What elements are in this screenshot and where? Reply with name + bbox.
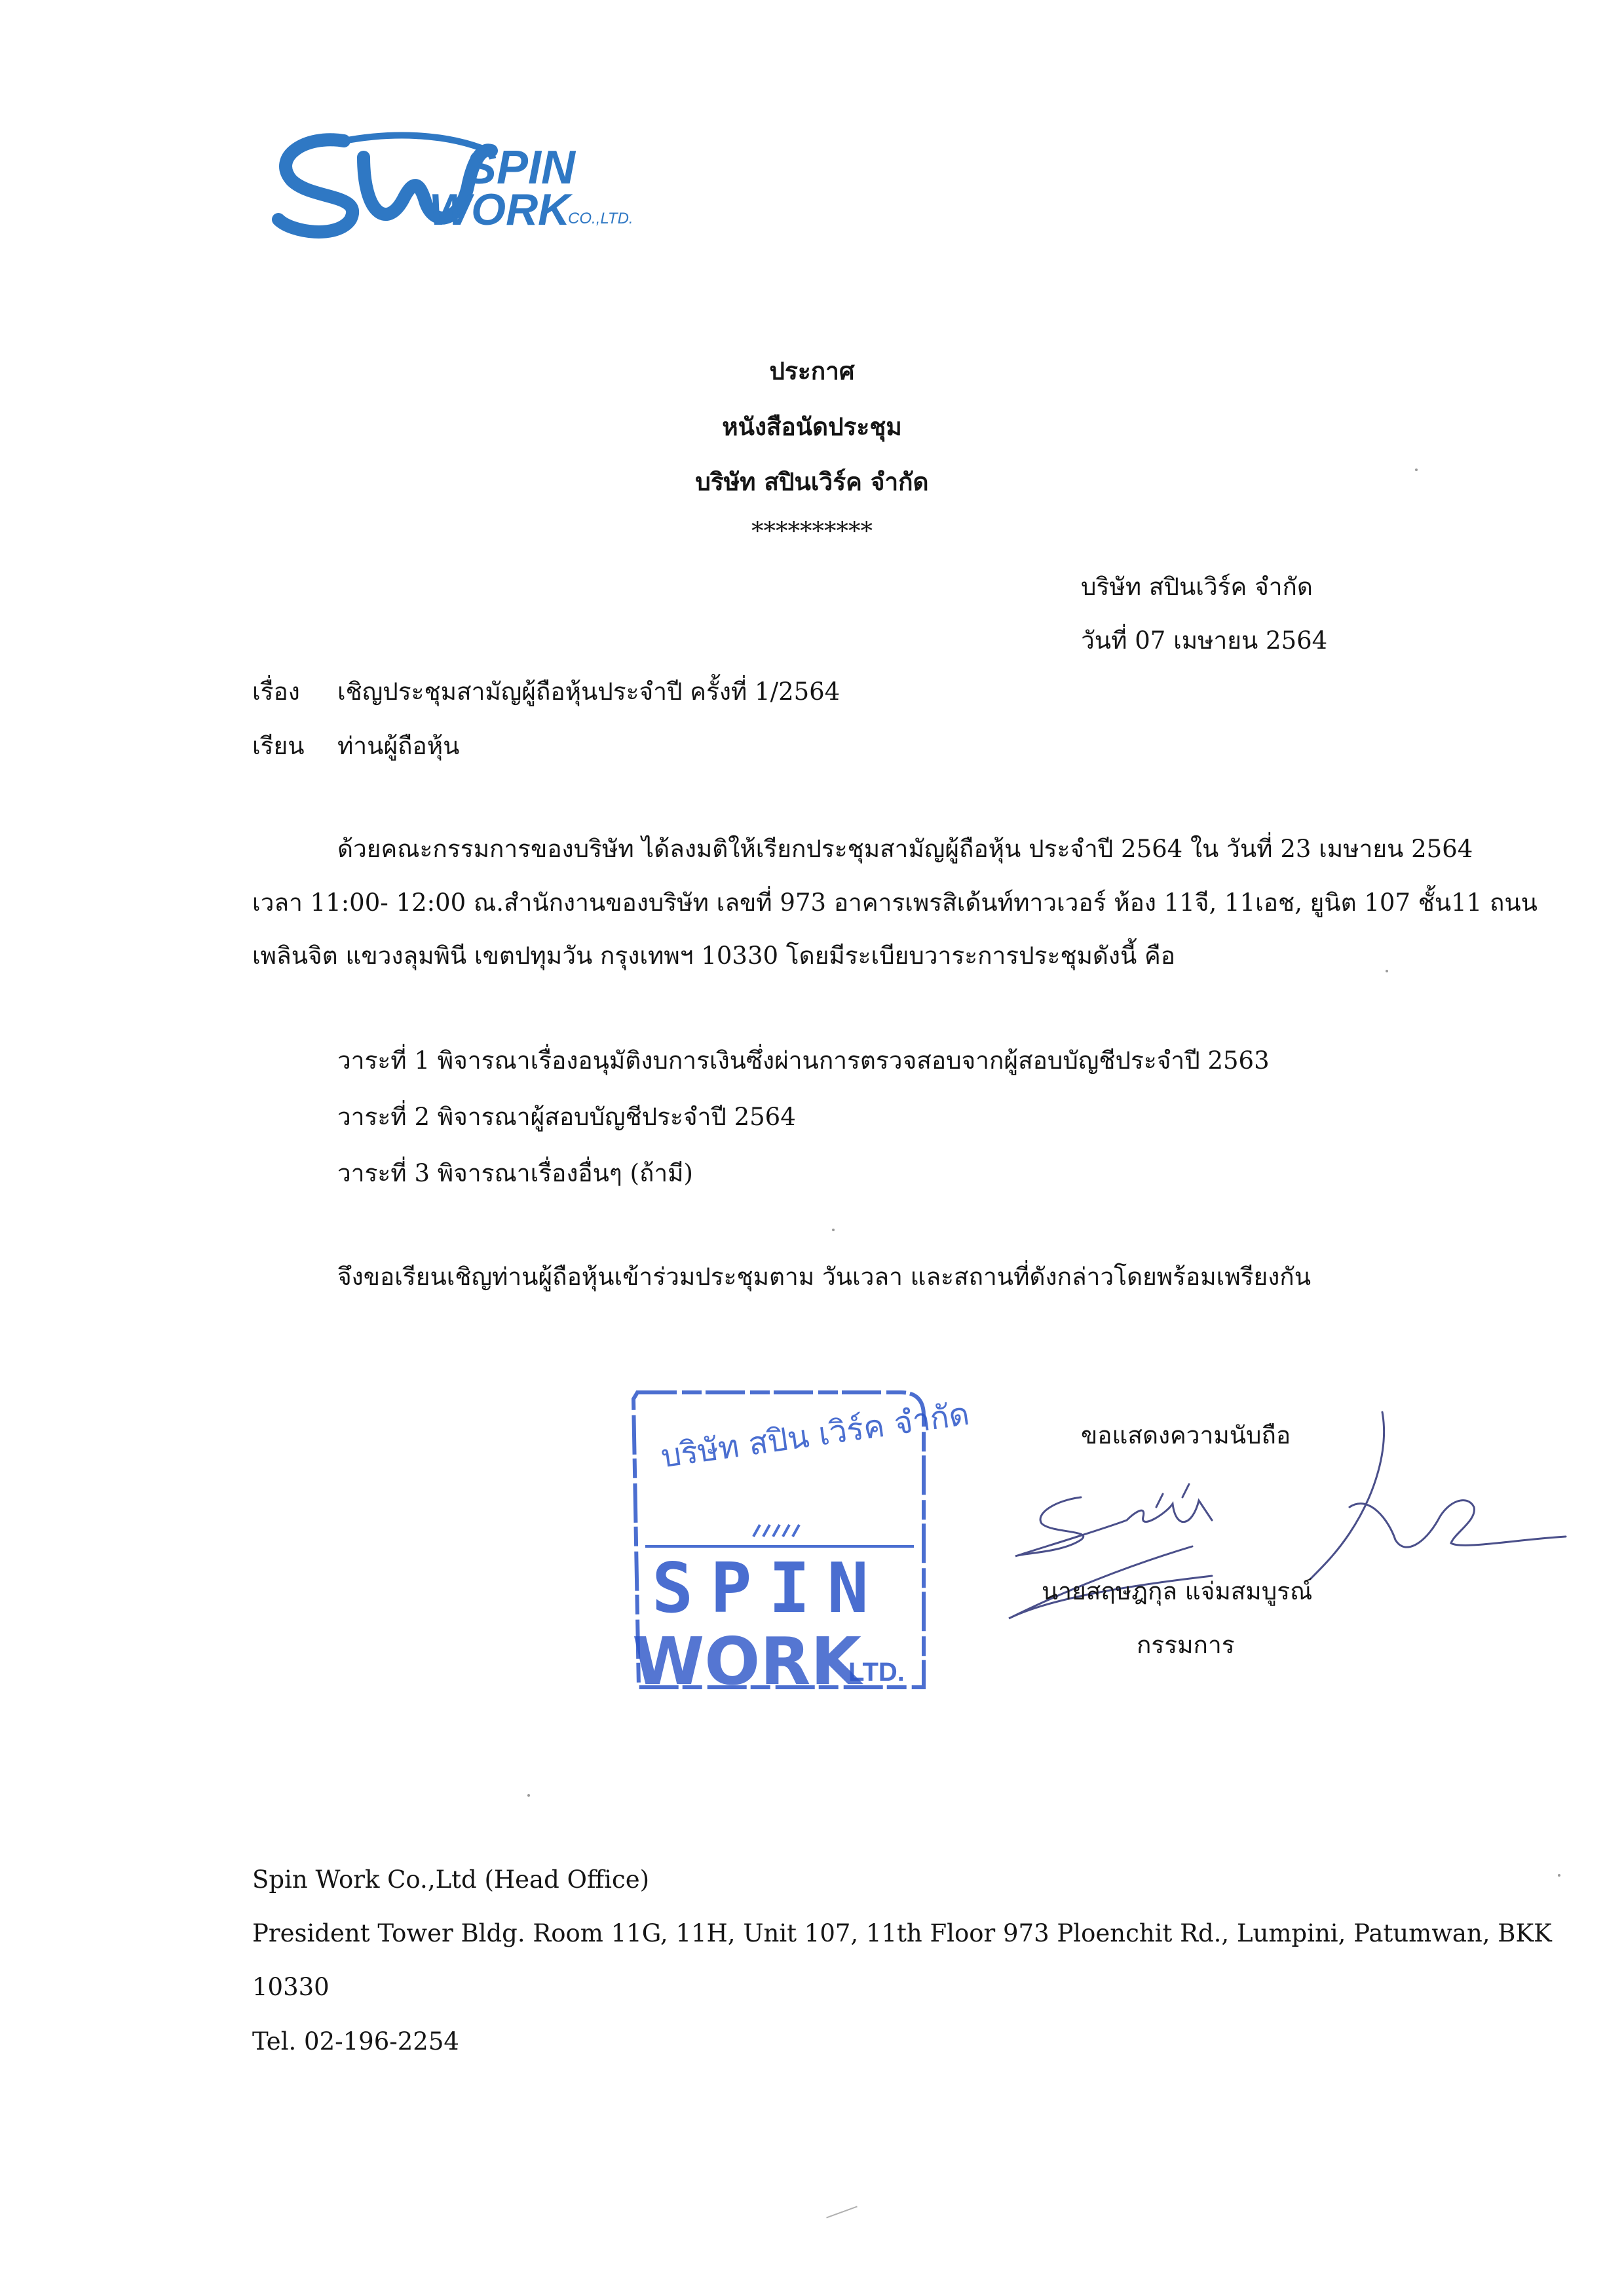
scan-speck (1386, 970, 1388, 972)
company-stamp (626, 1379, 972, 1700)
svg-text:SPIN: SPIN (465, 142, 576, 194)
scan-speck (527, 1794, 530, 1797)
recipient-label: เรียน (252, 732, 305, 760)
closing-text: จึงขอเรียนเชิญท่านผู้ถือหุ้นเข้าร่วมประชุมตาม วันเวลา และสถานที่ดังกล่าวโดยพร้อมเพรียงกัน (337, 1263, 1311, 1291)
subject-label: เรื่อง (252, 678, 300, 706)
scan-speck (1558, 1874, 1560, 1877)
signature-scribble-2 (1297, 1409, 1572, 1592)
svg-text:บริษัท สปิน เวิร์ค จำกัด: บริษัท สปิน เวิร์ค จำกัด (658, 1395, 972, 1476)
regards-text: ขอแสดงความนับถือ (1081, 1421, 1291, 1449)
body-line-3: เพลินจิต แขวงลุมพินี เขตปทุมวัน กรุงเทพฯ 10330 โดยมีระเบียบวาระการประชุมดังนี้ คือ (252, 942, 1176, 970)
signatory-name: นายสฤษฎกุล แจ่มสมบูรณ์ (1042, 1577, 1313, 1605)
footer-address: President Tower Bldg. Room 11G, 11H, Unit 107, 11th Floor 973 Ploenchit Rd., Lumpini, Patumwan, BKK (252, 1919, 1552, 1947)
body-line-2: เวลา 11:00- 12:00 ณ.สำนักงานของบริษัท เลขที่ 973 อาคารเพรสิเด้นท์ทาวเวอร์ ห้อง 11จี, 11เอช, ยูนิต 107 ชั้น11 ถนน (252, 889, 1538, 917)
scan-speck (832, 1229, 835, 1231)
spin-work-logo-icon (265, 121, 658, 242)
handwritten-signature-icon (1297, 1409, 1572, 1592)
svg-text:SPIN: SPIN (652, 1548, 886, 1628)
letter-date: วันที่ 07 เมษายน 2564 (1081, 626, 1328, 655)
subject-text: เชิญประชุมสามัญผู้ถือหุ้นประจำปี ครั้งที่ 1/2564 (337, 678, 840, 706)
meeting-notice-heading: หนังสือนัดประชุม (722, 412, 902, 441)
agenda-item-3: วาระที่ 3 พิจารณาเรื่องอื่นๆ (ถ้ามี) (337, 1159, 693, 1187)
svg-text:LTD.: LTD. (848, 1658, 905, 1687)
agenda-item-2: วาระที่ 2 พิจารณาผู้สอบบัญชีประจำปี 2564 (337, 1103, 796, 1131)
body-line-1: ด้วยคณะกรรมการของบริษัท ได้ลงมติให้เรียกประชุมสามัญผู้ถือหุ้น ประจำปี 2564 ใน วันที่ 23 เมษายน 2564 (337, 835, 1473, 863)
scan-speck (1415, 469, 1418, 471)
sender-company: บริษัท สปินเวิร์ค จำกัด (1081, 573, 1313, 601)
svg-text:WORK: WORK (632, 1623, 861, 1700)
footer-company: Spin Work Co.,Ltd (Head Office) (252, 1866, 650, 1894)
company-logo (265, 121, 658, 242)
company-heading: บริษัท สปินเวิร์ค จำกัด (695, 467, 929, 496)
scan-mark (826, 2206, 858, 2219)
agenda-item-1: วาระที่ 1 พิจารณาเรื่องอนุมัติงบการเงินซึ่งผ่านการตรวจสอบจากผู้สอบบัญชีประจำปี 2563 (337, 1046, 1270, 1075)
separator-stars: ********** (751, 517, 873, 545)
svg-text:WORK: WORK (429, 185, 571, 235)
svg-text:CO.,LTD.: CO.,LTD. (568, 210, 633, 227)
recipient-text: ท่านผู้ถือหุ้น (337, 732, 460, 760)
signatory-title: กรรมการ (1137, 1631, 1235, 1659)
footer-postcode: 10330 (252, 1973, 330, 2001)
announcement-heading: ประกาศ (769, 356, 855, 385)
footer-telephone: Tel. 02-196-2254 (252, 2027, 459, 2056)
company-seal-icon (626, 1379, 972, 1700)
